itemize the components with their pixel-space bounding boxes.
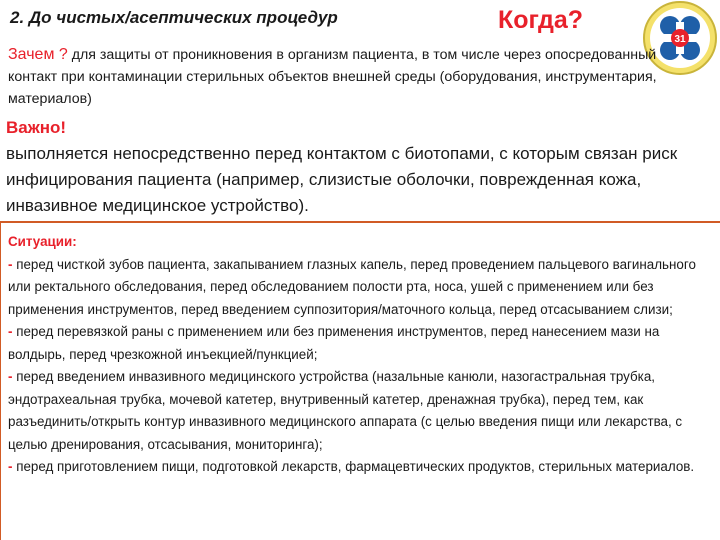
why-text: для защиты от проникновения в организм пациента, в том числе через опосредованный контакт при контаминации стерильных объектов внешней среды (оборудования, инструментария, материалов) — [8, 47, 657, 107]
situations-title: Ситуации: — [8, 234, 77, 249]
list-item-text: перед чисткой зубов пациента, закапыванием глазных капель, перед проведением пальцевого вагинального или ректального обследования, перед обследованием полости рта, носа, ушей с применением или без применения инструментов, перед введением суппозитория/маточного кольца, перед отсасыванием слизи; — [8, 256, 696, 317]
why-section — [8, 44, 663, 110]
list-item-text: перед введением инвазивного медицинского устройства (назальные канюли, назогастральная трубка, эндотрахеальная трубка, мочевой катетер, внутривенный катетер, дренажная трубка), перед тем, как разъединить/открыть контур инвазивного медицинского аппарата (с целью введения пищи или лекарства, с целью дренирования, отсасывания, мониторинга); — [8, 369, 683, 452]
list-item: - перед перевязкой раны с применением или без применения инструментов, перед нанесением мази на волдырь, перед чрезкожной инъекцией/пункцией; — [8, 324, 660, 362]
important-label: Важно! — [6, 118, 67, 137]
list-item: - перед введением инвазивного медицинского устройства (назальные канюли, назогастральная трубка, эндотрахеальная трубка, мочевой катетер, внутривенный катетер, дренажная трубка), перед тем, как разъединить/открыть контур инвазивного медицинского аппарата (с целью введения пищи или лекарства, с целью дренирования, отсасывания, мониторинга); — [8, 369, 683, 452]
page-title: 2. До чистых/асептических процедур — [10, 8, 338, 27]
logo-number: 31 — [674, 34, 686, 45]
list-item-text: перед приготовлением пищи, подготовкой лекарств, фармацевтических продуктов, стерильных материалов. — [16, 459, 695, 474]
when-heading: Когда? — [498, 6, 584, 34]
list-item: - перед чисткой зубов пациента, закапыванием глазных капель, перед проведением пальцевого вагинального или ректального обследования, перед обследованием полости рта, носа, ушей с применением или без применения инструментов, перед введением суппозитория/маточного кольца, перед отсасыванием слизи; — [8, 256, 696, 317]
situations-box — [0, 221, 720, 540]
important-text: выполняется непосредственно перед контактом с биотопами, с которым связан риск инфицирования пациента (например, слизистые оболочки, поврежденная кожа, инвазивное медицинское устройство). — [6, 144, 678, 215]
why-label: Зачем ? — [8, 46, 68, 63]
list-item: - перед приготовлением пищи, подготовкой лекарств, фармацевтических продуктов, стерильных материалов. — [8, 459, 695, 474]
list-item-text: перед перевязкой раны с применением или без применения инструментов, перед нанесением мази на волдырь, перед чрезкожной инъекцией/пункцией; — [8, 324, 660, 362]
